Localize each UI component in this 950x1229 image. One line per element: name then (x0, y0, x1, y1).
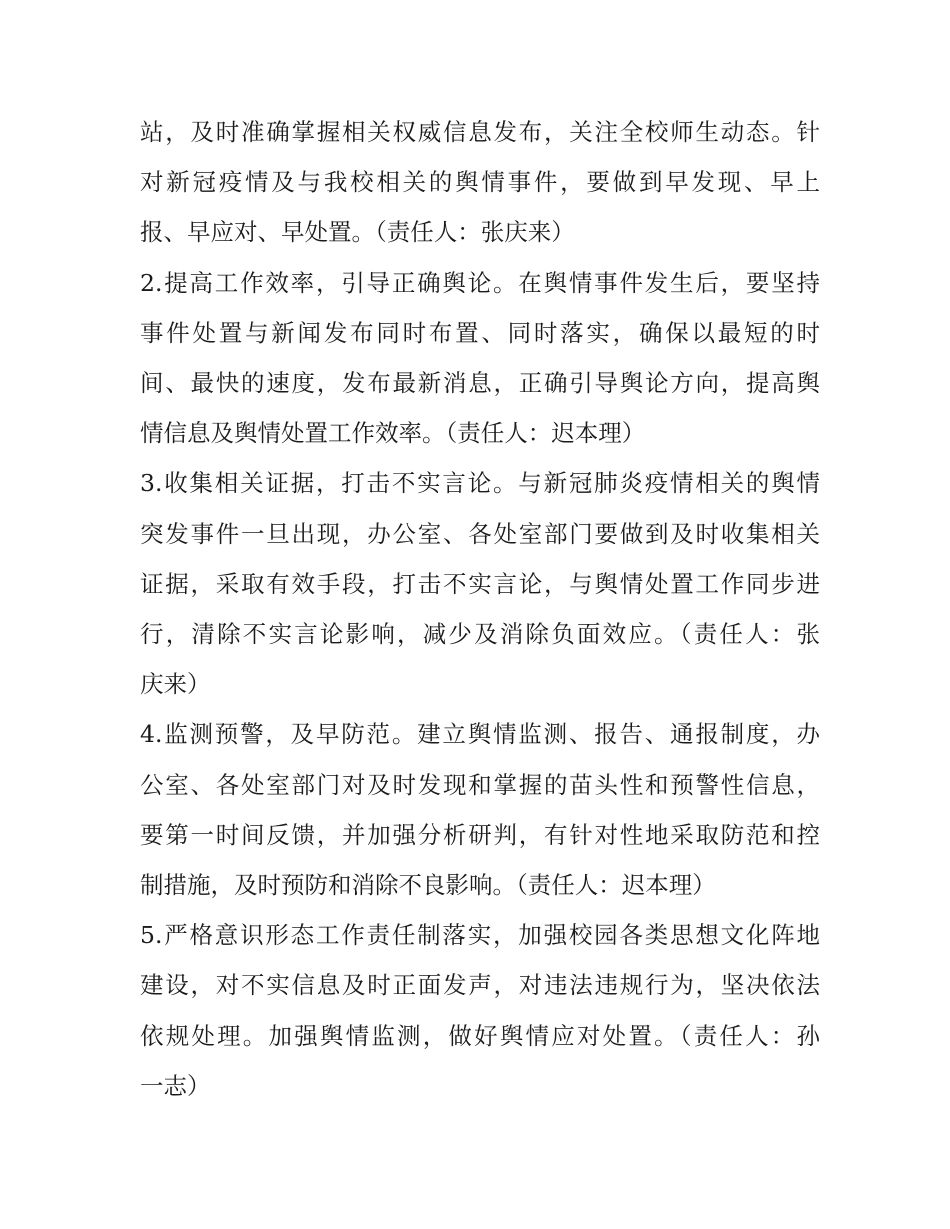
text-line: 建设，对不实信息及时正面发声，对违法违规行为，坚决依法 (140, 971, 820, 1000)
text-line: 庆来） (140, 670, 211, 699)
text-line: 间、最快的速度，发布最新消息，正确引导舆论方向，提高舆 (140, 369, 820, 398)
paragraph-3-evidence (140, 458, 820, 709)
text-line: 5.严格意识形态工作责任制落实，加强校园各类思想文化阵地 (140, 921, 820, 950)
text-line: 行，清除不实言论影响，减少及消除负面效应。（责任人：张 (140, 620, 820, 649)
text-line: 3.收集相关证据，打击不实言论。与新冠肺炎疫情相关的舆情 (140, 469, 820, 498)
text-line: 报、早应对、早处置。（责任人：张庆来） (140, 218, 575, 247)
paragraph-5-ideology (140, 910, 820, 1111)
text-line: 情信息及舆情处置工作效率。（责任人：迟本理） (140, 419, 646, 448)
text-line: 证据，采取有效手段，打击不实言论，与舆情处置工作同步进 (140, 569, 820, 598)
text-line: 突发事件一旦出现，办公室、各处室部门要做到及时收集相关 (140, 519, 820, 548)
paragraph-2-efficiency (140, 258, 820, 459)
text-line: 要第一时间反馈，并加强分析研判，有针对性地采取防范和控 (140, 820, 820, 849)
text-line: 一志） (140, 1071, 211, 1100)
text-line: 2.提高工作效率，引导正确舆论。在舆情事件发生后，要坚持 (140, 268, 820, 297)
text-line: 制措施，及时预防和消除不良影响。（责任人：迟本理） (140, 871, 716, 900)
paragraph-1-continuation (140, 107, 820, 258)
text-line: 公室、各处室部门对及时发现和掌握的苗头性和预警性信息， (140, 770, 820, 799)
text-line: 对新冠疫情及与我校相关的舆情事件，要做到早发现、早上 (140, 168, 820, 197)
text-line: 站，及时准确掌握相关权威信息发布，关注全校师生动态。针 (140, 118, 820, 146)
text-line: 依规处理。加强舆情监测，做好舆情应对处置。（责任人：孙 (140, 1021, 820, 1050)
text-line: 事件处置与新闻发布同时布置、同时落实，确保以最短的时 (140, 318, 820, 347)
paragraph-4-monitoring (140, 709, 820, 910)
text-line: 4.监测预警，及早防范。建立舆情监测、报告、通报制度，办 (140, 720, 820, 749)
document-body (140, 107, 820, 1111)
